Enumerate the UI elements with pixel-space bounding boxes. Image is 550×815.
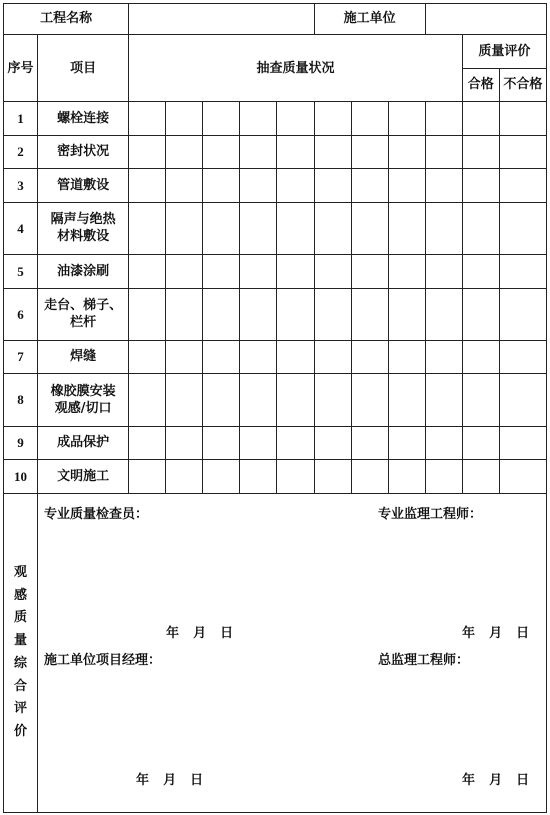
summary-label-char: 价 <box>14 724 28 740</box>
inspection-cell[interactable] <box>388 426 425 459</box>
inspection-cell[interactable] <box>425 255 462 288</box>
project-name-field[interactable] <box>129 4 314 35</box>
inspection-cell[interactable] <box>351 255 388 288</box>
row-item-line: 隔声与绝热 <box>50 211 116 227</box>
row-item-line: 材料敷设 <box>57 229 110 245</box>
inspection-cell[interactable] <box>166 202 203 254</box>
inspection-cell[interactable] <box>314 426 351 459</box>
inspection-cell[interactable] <box>277 202 314 254</box>
row-number: 8 <box>4 374 38 426</box>
row-number: 1 <box>4 102 38 135</box>
supervisor-date[interactable]: 年 月 日 <box>462 625 530 641</box>
row-number: 2 <box>4 135 38 168</box>
inspection-cell[interactable] <box>240 288 277 340</box>
contractor-label: 施工单位 <box>314 4 425 35</box>
summary-label <box>4 493 38 812</box>
inspection-cell[interactable] <box>314 169 351 202</box>
inspection-cell[interactable] <box>166 460 203 494</box>
fail-cell[interactable] <box>499 102 546 135</box>
table-row <box>4 202 547 254</box>
inspection-cell[interactable] <box>314 340 351 373</box>
inspection-cell[interactable] <box>203 202 240 254</box>
inspection-cell[interactable] <box>129 374 166 426</box>
table-row <box>4 460 547 494</box>
pass-cell[interactable] <box>462 255 499 288</box>
inspection-cell[interactable] <box>314 135 351 168</box>
chief-supervisor-date[interactable]: 年 月 日 <box>462 772 530 788</box>
row-item-line: 栏杆 <box>70 315 97 331</box>
chief-supervisor-signature-label: 总监理工程师： <box>378 652 470 668</box>
inspection-cell[interactable] <box>129 102 166 135</box>
inspection-cell[interactable] <box>314 102 351 135</box>
inspection-cell[interactable] <box>277 135 314 168</box>
row-item <box>38 374 129 426</box>
inspection-cell[interactable] <box>240 460 277 494</box>
inspection-cell[interactable] <box>425 460 462 494</box>
inspection-cell[interactable] <box>314 202 351 254</box>
inspection-cell[interactable] <box>351 288 388 340</box>
fail-cell[interactable] <box>499 340 546 373</box>
inspection-cell[interactable] <box>314 288 351 340</box>
summary-row <box>4 493 547 812</box>
inspection-cell[interactable] <box>240 426 277 459</box>
row-item <box>38 202 129 254</box>
inspection-cell[interactable] <box>388 288 425 340</box>
row-item <box>38 169 129 202</box>
fail-cell[interactable] <box>499 169 546 202</box>
row-item-line: 文明施工 <box>57 468 110 484</box>
header-row <box>4 4 547 35</box>
fail-cell[interactable] <box>499 374 546 426</box>
table-row <box>4 426 547 459</box>
inspection-cell[interactable] <box>388 374 425 426</box>
row-number: 5 <box>4 255 38 288</box>
fail-cell[interactable] <box>499 255 546 288</box>
inspection-cell[interactable] <box>314 255 351 288</box>
inspection-cell[interactable] <box>166 340 203 373</box>
column-header-row-1 <box>4 35 547 68</box>
row-number: 6 <box>4 288 38 340</box>
summary-label-char: 感 <box>14 587 28 603</box>
inspection-cell[interactable] <box>277 374 314 426</box>
inspection-cell[interactable] <box>351 202 388 254</box>
row-item <box>38 135 129 168</box>
inspection-cell[interactable] <box>425 102 462 135</box>
inspection-cell[interactable] <box>166 288 203 340</box>
inspection-cell[interactable] <box>277 169 314 202</box>
row-item <box>38 288 129 340</box>
fail-cell[interactable] <box>499 202 546 254</box>
inspection-cell[interactable] <box>425 202 462 254</box>
row-item-line: 油漆涂刷 <box>57 263 110 279</box>
inspection-cell[interactable] <box>240 102 277 135</box>
table-row <box>4 288 547 340</box>
pass-cell[interactable] <box>462 460 499 494</box>
inspection-cell[interactable] <box>388 460 425 494</box>
pass-cell[interactable] <box>462 340 499 373</box>
manager-date[interactable]: 年 月 日 <box>136 772 204 788</box>
inspection-cell[interactable] <box>203 426 240 459</box>
inspection-cell[interactable] <box>203 255 240 288</box>
inspection-rows <box>4 102 547 493</box>
pass-cell[interactable] <box>462 135 499 168</box>
inspection-cell[interactable] <box>203 102 240 135</box>
inspection-cell[interactable] <box>351 460 388 494</box>
inspection-cell[interactable] <box>425 135 462 168</box>
fail-cell[interactable] <box>499 460 546 494</box>
inspection-cell[interactable] <box>129 340 166 373</box>
fail-cell[interactable] <box>499 135 546 168</box>
summary-signature-area <box>38 493 547 812</box>
manager-signature-label: 施工单位项目经理： <box>44 652 162 668</box>
contractor-field[interactable] <box>425 4 546 35</box>
fail-cell[interactable] <box>499 426 546 459</box>
col-header-inspection: 抽查质量状况 <box>129 35 462 102</box>
inspection-cell[interactable] <box>203 374 240 426</box>
inspection-cell[interactable] <box>425 374 462 426</box>
row-number: 9 <box>4 426 38 459</box>
inspection-cell[interactable] <box>351 340 388 373</box>
inspection-cell[interactable] <box>240 340 277 373</box>
inspection-cell[interactable] <box>203 340 240 373</box>
inspection-cell[interactable] <box>166 255 203 288</box>
inspection-cell[interactable] <box>277 255 314 288</box>
row-item-line: 密封状况 <box>57 144 110 160</box>
inspection-cell[interactable] <box>351 102 388 135</box>
summary-label-text <box>14 562 27 744</box>
row-item-line: 走台、梯子、 <box>44 297 123 313</box>
table-row <box>4 340 547 373</box>
col-header-item: 项目 <box>38 35 129 102</box>
table-row <box>4 255 547 288</box>
inspection-cell[interactable] <box>129 426 166 459</box>
inspection-cell[interactable] <box>388 169 425 202</box>
inspection-cell[interactable] <box>203 169 240 202</box>
pass-cell[interactable] <box>462 202 499 254</box>
table-row <box>4 374 547 426</box>
col-header-pass: 合格 <box>462 68 499 102</box>
row-item-line: 管道敷设 <box>57 177 110 193</box>
inspection-cell[interactable] <box>129 460 166 494</box>
summary-label-char: 综 <box>14 655 28 671</box>
summary-label-char: 质 <box>14 610 28 626</box>
inspector-signature-label: 专业质量检查员： <box>44 506 149 522</box>
row-item <box>38 426 129 459</box>
row-item-line: 成品保护 <box>57 435 110 451</box>
row-item-line: 橡胶膜安装 <box>50 383 116 399</box>
inspection-cell[interactable] <box>166 374 203 426</box>
pass-cell[interactable] <box>462 426 499 459</box>
inspection-cell[interactable] <box>240 255 277 288</box>
row-number: 7 <box>4 340 38 373</box>
col-header-no: 序号 <box>4 35 38 102</box>
inspection-cell[interactable] <box>203 288 240 340</box>
inspection-cell[interactable] <box>425 288 462 340</box>
pass-cell[interactable] <box>462 169 499 202</box>
inspection-cell[interactable] <box>425 426 462 459</box>
table-row <box>4 169 547 202</box>
row-item-line: 观感/切口 <box>54 401 112 417</box>
row-item <box>38 460 129 494</box>
table-row <box>4 135 547 168</box>
row-number: 4 <box>4 202 38 254</box>
inspection-cell[interactable] <box>166 102 203 135</box>
summary-label-char: 合 <box>14 678 28 694</box>
inspection-cell[interactable] <box>129 202 166 254</box>
inspection-cell[interactable] <box>277 340 314 373</box>
inspection-cell[interactable] <box>388 340 425 373</box>
summary-label-char: 观 <box>14 564 28 580</box>
inspection-cell[interactable] <box>388 135 425 168</box>
inspection-cell[interactable] <box>277 460 314 494</box>
row-number: 10 <box>4 460 38 494</box>
inspection-cell[interactable] <box>166 169 203 202</box>
row-item <box>38 102 129 135</box>
inspection-cell[interactable] <box>351 135 388 168</box>
inspection-cell[interactable] <box>129 135 166 168</box>
row-item <box>38 255 129 288</box>
inspection-cell[interactable] <box>203 135 240 168</box>
inspection-cell[interactable] <box>129 288 166 340</box>
inspection-cell[interactable] <box>314 460 351 494</box>
inspection-cell[interactable] <box>388 202 425 254</box>
inspection-cell[interactable] <box>203 460 240 494</box>
fail-cell[interactable] <box>499 288 546 340</box>
inspection-cell[interactable] <box>240 135 277 168</box>
inspection-cell[interactable] <box>388 102 425 135</box>
inspection-cell[interactable] <box>166 426 203 459</box>
inspection-cell[interactable] <box>425 340 462 373</box>
inspection-cell[interactable] <box>166 135 203 168</box>
inspection-cell[interactable] <box>351 426 388 459</box>
summary-label-char: 评 <box>14 701 28 717</box>
inspection-cell[interactable] <box>240 202 277 254</box>
inspection-cell[interactable] <box>277 102 314 135</box>
table-row <box>4 102 547 135</box>
inspection-cell[interactable] <box>240 169 277 202</box>
pass-cell[interactable] <box>462 374 499 426</box>
inspector-date[interactable]: 年 月 日 <box>166 625 234 641</box>
inspection-cell[interactable] <box>277 426 314 459</box>
pass-cell[interactable] <box>462 102 499 135</box>
row-number: 3 <box>4 169 38 202</box>
row-item-line: 螺栓连接 <box>57 110 110 126</box>
inspection-cell[interactable] <box>277 288 314 340</box>
col-header-fail: 不合格 <box>499 68 546 102</box>
inspection-cell[interactable] <box>314 374 351 426</box>
col-header-evaluation: 质量评价 <box>462 35 546 68</box>
inspection-cell[interactable] <box>129 255 166 288</box>
inspection-cell[interactable] <box>388 255 425 288</box>
inspection-cell[interactable] <box>240 374 277 426</box>
inspection-cell[interactable] <box>129 169 166 202</box>
project-name-label: 工程名称 <box>4 4 129 35</box>
summary-label-char: 量 <box>14 633 28 649</box>
form-table <box>3 3 547 813</box>
row-item-line: 焊缝 <box>70 349 97 365</box>
inspection-cell[interactable] <box>351 374 388 426</box>
row-item <box>38 340 129 373</box>
supervisor-signature-label: 专业监理工程师： <box>378 506 483 522</box>
inspection-cell[interactable] <box>351 169 388 202</box>
pass-cell[interactable] <box>462 288 499 340</box>
inspection-cell[interactable] <box>425 169 462 202</box>
